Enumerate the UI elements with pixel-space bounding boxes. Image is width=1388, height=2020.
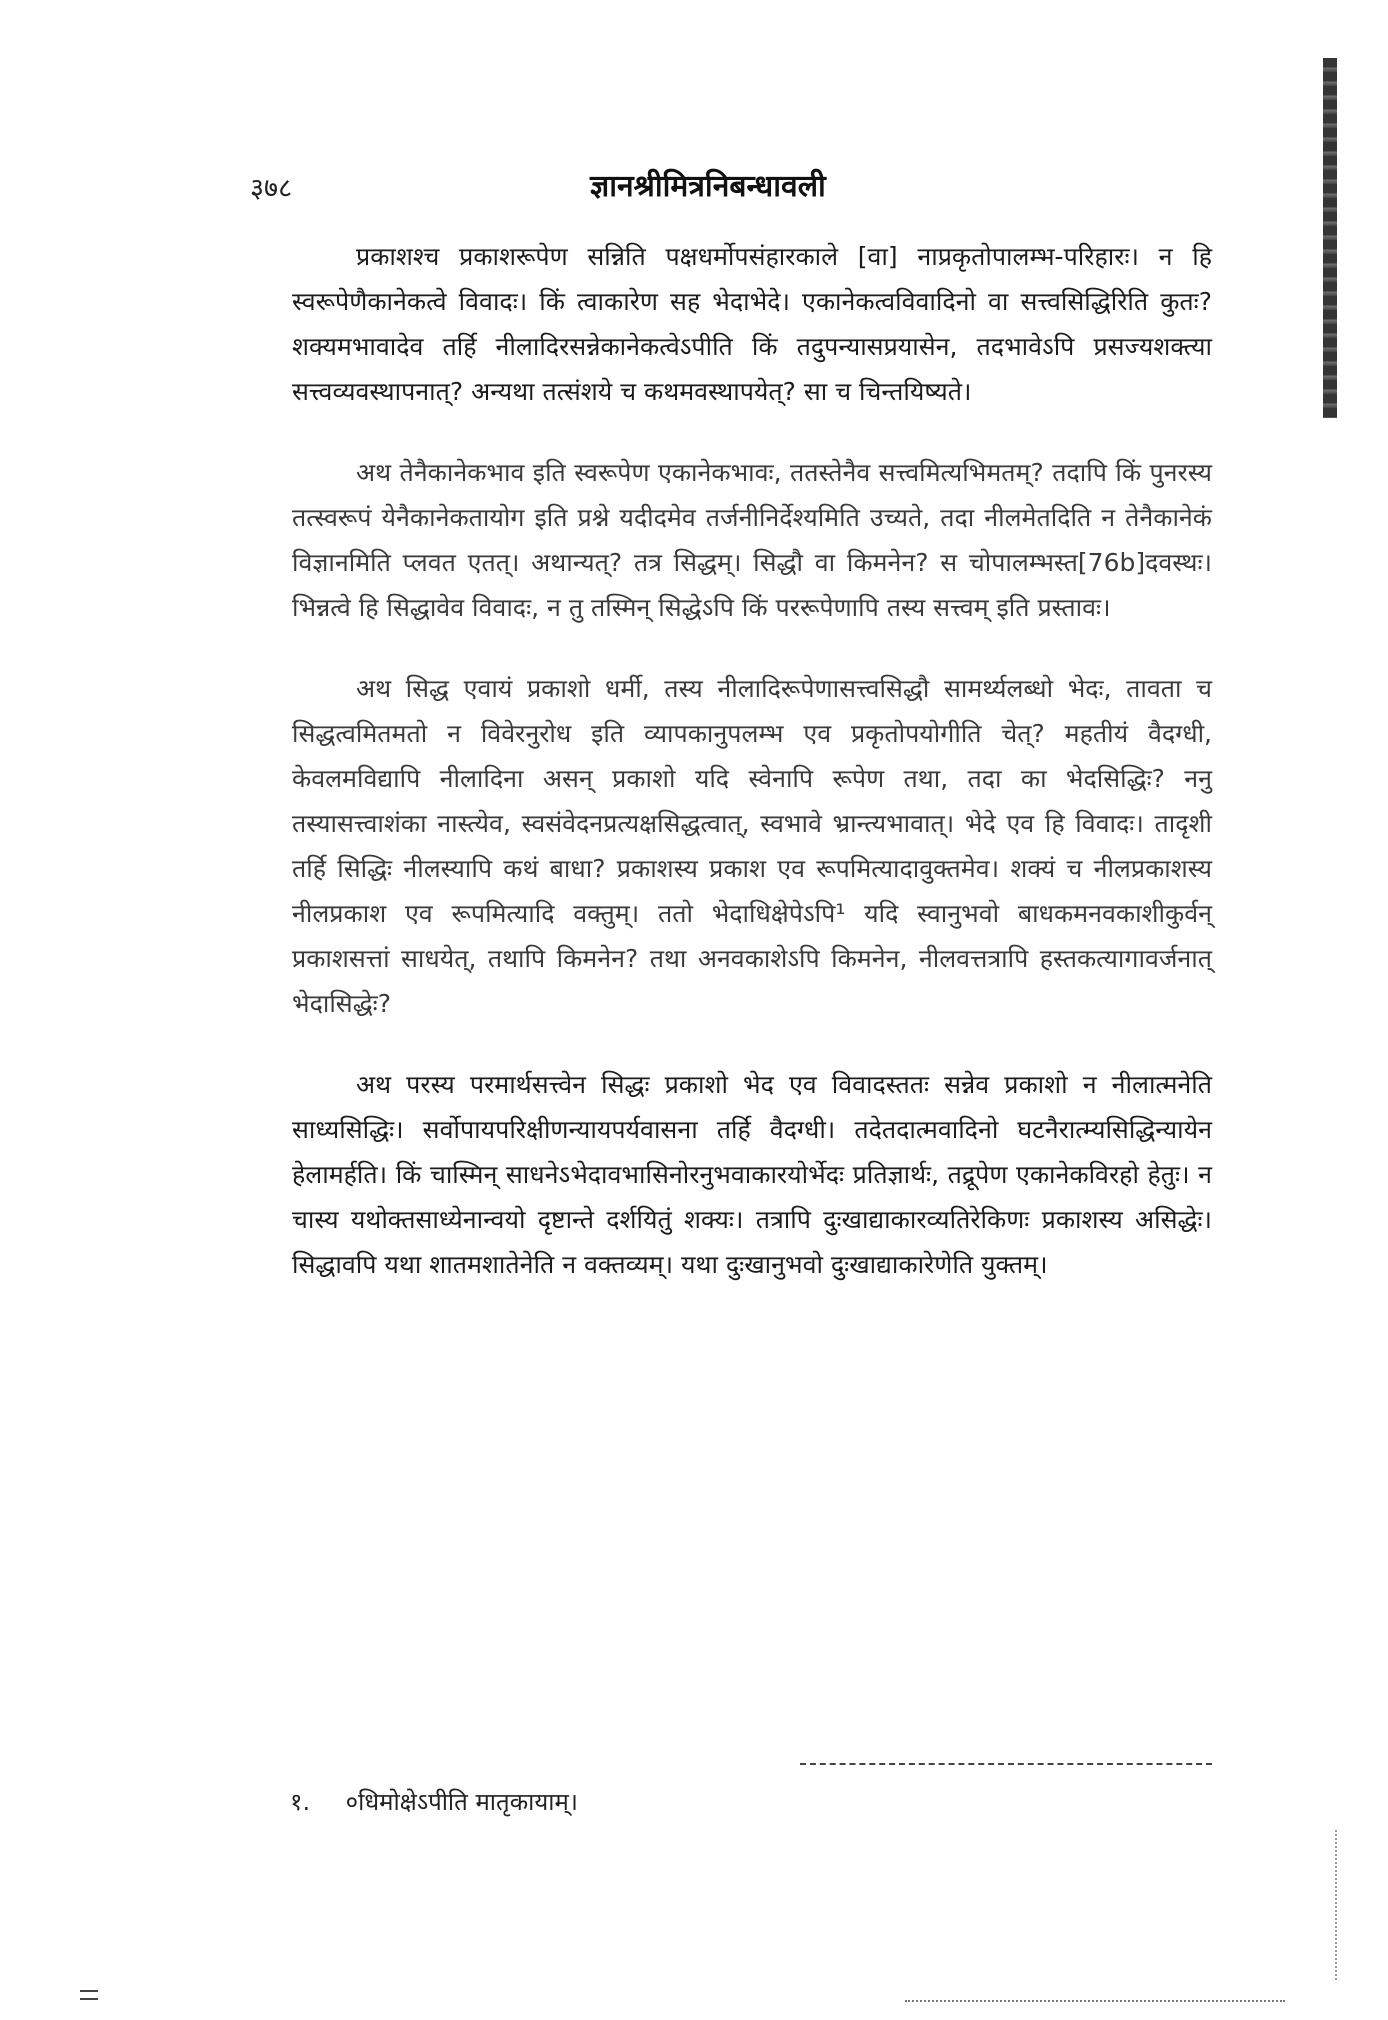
footnote-divider xyxy=(800,1763,1212,1765)
page-header xyxy=(250,168,1250,218)
paragraph-2: अथ तेनैकानेकभाव इति स्वरूपेण एकानेकभावः, ततस्तेनैव सत्त्वमित्यभिमतम्? तदापि किं पुनरस्य तत्स्वरूपं येनैकानेकतायोग इति प्रश्ने यदीदमेव तर्जनीनिर्देश्यमिति उच्यते, तदा नीलमेतदिति न तेनैकानेकं विज्ञानमिति प्लवत एतत्। अथान्यत्? तत्र सिद्धम्। सिद्धौ वा किमनेन? स चोपालम्भस्त[76b]दवस्थः। भिन्नत्वे हि सिद्धावेव विवादः, न तु तस्मिन् सिद्धेऽपि किं पररूपेणापि तस्य सत्त्वम् इति प्रस्तावः। xyxy=(292,458,1212,622)
scan-binding-edge xyxy=(1323,58,1337,418)
footnote xyxy=(290,1785,578,1818)
paragraph-1: प्रकाशश्च प्रकाशरूपेण सन्निति पक्षधर्मोपसंहारकाले [वा] नाप्रकृतोपालम्भ-परिहारः। न हि स्वरूपेणैकानेकत्वे विवादः। किं त्वाकारेण सह भेदाभेदे। एकानेकत्वविवादिनो वा सत्त्वसिद्धिरिति कुतः? शक्यमभावादेव तर्हि नीलादिरसन्नेकानेकत्वेऽपीति किं तदुपन्यासप्रयासेन, तदभावेऽपि प्रसज्यशक्त्या सत्त्वव्यवस्थापनात्? अन्यथा तत्संशये च कथमवस्थापयेत्? सा च चिन्तयिष्यते। xyxy=(292,242,1212,406)
body-text xyxy=(292,234,1212,1323)
scan-mark xyxy=(1335,1830,1337,1980)
footnote-number: १. xyxy=(290,1788,311,1816)
footnote-text: ०धिमोक्षेऽपीति मातृकायाम्। xyxy=(345,1788,578,1816)
scan-mark xyxy=(905,2000,1285,2002)
paragraph-3: अथ सिद्ध एवायं प्रकाशो धर्मी, तस्य नीलादिरूपेणासत्त्वसिद्धौ सामर्थ्यलब्धो भेदः, तावता च सिद्धत्वमितमतो न विवेरनुरोध इति व्यापकानुपलम्भ एव प्रकृतोपयोगीति चेत्? महतीयं वैदग्धी, केवलमविद्यापि नीलादिना असन् प्रकाशो यदि स्वेनापि रूपेण तथा, तदा का भेदसिद्धिः? ननु तस्यासत्त्वाशंका नास्त्येव, स्वसंवेदनप्रत्यक्षसिद्धत्वात्, स्वभावे भ्रान्त्यभावात्। भेदे एव हि विवादः। तादृशी तर्हि सिद्धिः नीलस्यापि कथं बाधा? प्रकाशस्य प्रकाश एव रूपमित्यादावुक्तमेव। शक्यं च नीलप्रकाशस्य नीलप्रकाश एव रूपमित्यादि वक्तुम्। ततो भेदाधिक्षेपेऽपि¹ यदि स्वानुभवो बाधकमनवकाशीकुर्वन् प्रकाशसत्तां साधयेत्, तथापि किमनेन? तथा अनवकाशेऽपि किमनेन, नीलवत्तत्रापि हस्तकत्यागावर्जनात् भेदासिद्धेः? xyxy=(292,674,1212,1018)
scan-mark xyxy=(80,1990,98,2000)
running-title: ज्ञानश्रीमित्रनिबन्धावली xyxy=(590,169,826,204)
paragraph-4: अथ परस्य परमार्थसत्त्वेन सिद्धः प्रकाशो भेद एव विवादस्ततः सन्नेव प्रकाशो न नीलात्मनेति साध्यसिद्धिः। सर्वोपायपरिक्षीणन्यायपर्यवासना तर्हि वैदग्धी। तदेतदात्मवादिनो घटनैरात्म्यसिद्धिन्यायेन हेलामर्हति। किं चास्मिन् साधनेऽभेदावभासिनोरनुभवाकारयोर्भेदः प्रतिज्ञार्थः, तद्रूपेण एकानेकविरहो हेतुः। न चास्य यथोक्तसाध्येनान्वयो दृष्टान्ते दर्शयितुं शक्यः। तत्रापि दुःखाद्याकारव्यतिरेकिणः प्रकाशस्य असिद्धेः। सिद्धावपि यथा शातमशातेनेति न वक्तव्यम्। यथा दुःखानुभवो दुःखाद्याकारेणेति युक्तम्। xyxy=(292,1070,1212,1279)
page-number: ३७८ xyxy=(250,173,293,204)
